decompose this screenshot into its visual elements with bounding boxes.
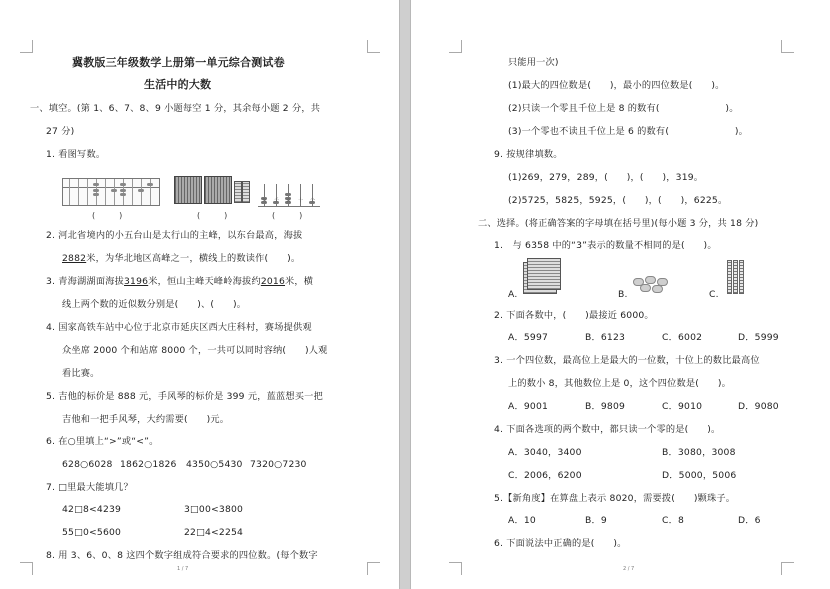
option: C．8 xyxy=(662,515,685,526)
counter-label: 万 xyxy=(262,198,268,204)
q9-part-1: (1)269，279，289，( )，( )，319。 xyxy=(508,172,704,183)
question-4-line-2: 众坐席 2000 个和站席 8000 个，一共可以同时容纳( )人观 xyxy=(62,345,328,356)
option: C．6002 xyxy=(662,332,703,343)
question-6: 6. 在○里填上“>”或“<”。 xyxy=(46,436,159,447)
question-4-line-3: 看比赛。 xyxy=(62,368,100,379)
crop-mark xyxy=(449,40,462,53)
q7-item: 3□00<3800 xyxy=(184,504,244,515)
option: B．6123 xyxy=(585,332,626,343)
question-3-line-2: 线上两个数的近似数分别是( )、( )。 xyxy=(62,299,247,310)
q7-item: 55□0<5600 xyxy=(62,527,122,538)
question-8-line-1: 8. 用 3、6、0、8 这四个数字组成符合要求的四位数。(每个数字 xyxy=(46,550,318,561)
option: C．9010 xyxy=(662,401,703,412)
option: D．5000，5006 xyxy=(662,470,737,481)
document-page-2 xyxy=(411,0,830,589)
choice-question-5: 5.【新角度】在算盘上表示 8020，需要拨( )颗珠子。 xyxy=(494,493,736,504)
underlined-number: 2016 xyxy=(260,276,286,287)
choice-question-3-line-1: 3. 一个四位数，最高位上是最大的一位数，十位上的数比最高位 xyxy=(494,355,760,366)
q8-part-2: (2)只读一个零且千位上是 8 的数有( )。 xyxy=(508,103,739,114)
choice-question-3-line-2: 上的数小 8，其他数位上是 0，这个四位数是( )。 xyxy=(508,378,732,389)
question-7: 7. □里最大能填几？ xyxy=(46,482,133,493)
choice-question-4: 4. 下面各选项的两个数中，都只读一个零的是( )。 xyxy=(494,424,721,435)
question-3-text-a: 3. 青海湖湖面海拔 xyxy=(46,276,124,287)
choice-question-1: 1. 与 6358 中的“3”表示的数量不相同的是( )。 xyxy=(494,240,717,251)
section-heading: 一、填空。(第 1、6、7、8、9 小题每空 1 分，其余每小题 2 分，共 xyxy=(30,103,321,114)
page-title: 冀教版三年级数学上册第一单元综合测试卷 xyxy=(72,56,285,69)
counter-label: 个 xyxy=(310,198,316,204)
q6-item: 628○6028 xyxy=(62,459,113,470)
q6-item: 1862○1826 xyxy=(120,459,177,470)
choice-question-6: 6. 下面说法中正确的是( )。 xyxy=(494,538,627,549)
crop-mark xyxy=(367,562,380,575)
crop-mark xyxy=(20,562,33,575)
section-2-heading: 二、选择。(将正确答案的字母填在括号里)(每小题 3 分，共 18 分) xyxy=(478,218,759,229)
option: C．2006，6200 xyxy=(508,470,582,481)
question-9: 9. 按规律填数。 xyxy=(494,149,563,160)
crop-mark xyxy=(367,40,380,53)
question-2-line-1: 2. 河北省境内的小五台山是太行山的主峰，以东台最高，海拔 xyxy=(46,230,303,241)
question-2-line-2 xyxy=(62,253,300,265)
underlined-number: 2882 xyxy=(62,253,87,264)
q6-item: 4350○5430 xyxy=(186,459,243,470)
q8-part-3: (3)一个零也不读且千位上是 6 的数有( )。 xyxy=(508,126,748,137)
question-3-text-b: 米，恒山主峰天峰岭海拔约 xyxy=(148,276,261,287)
q7-item: 22□4<2254 xyxy=(184,527,244,538)
question-3-line-1 xyxy=(46,276,313,288)
option: A．5997 xyxy=(508,332,549,343)
section-heading-cont: 27 分) xyxy=(46,126,75,137)
option-c-label: C. xyxy=(709,289,719,300)
page-subtitle: 生活中的大数 xyxy=(144,78,212,91)
crop-mark xyxy=(781,562,794,575)
crop-mark xyxy=(449,562,462,575)
q8-cont: 只能用一次) xyxy=(508,57,559,68)
underlined-number: 3196 xyxy=(124,276,149,287)
question-5-line-2: 吉他和一把手风琴，大约需要( )元。 xyxy=(62,414,230,425)
option: B．3080，3008 xyxy=(662,447,736,458)
question-4-line-1: 4. 国家高铁车站中心位于北京市延庆区西大庄科村，赛场提供观 xyxy=(46,322,312,333)
page-number: 2 / 7 xyxy=(623,566,635,572)
question-2-text: 米，为华北地区高峰之一，横线上的数读作( )。 xyxy=(86,253,301,264)
q7-item: 42□8<4239 xyxy=(62,504,122,515)
question-5-line-1: 5. 吉他的标价是 888 元，手风琴的标价是 399 元，蓝蓝想买一把 xyxy=(46,391,323,402)
option: B．9809 xyxy=(585,401,626,412)
crop-mark xyxy=(20,40,33,53)
answer-blank: ( ) xyxy=(272,211,303,220)
document-page-1 xyxy=(0,0,399,589)
counter-label: 百 xyxy=(286,198,292,204)
option: D．9080 xyxy=(738,401,779,412)
counter-label: 千 xyxy=(274,198,280,204)
page-gutter xyxy=(399,0,411,589)
q8-part-1: (1)最大的四位数是( )，最小的四位数是( )。 xyxy=(508,80,725,91)
option: A．10 xyxy=(508,515,536,526)
option: D．6 xyxy=(738,515,761,526)
counter-label: 十 xyxy=(298,198,304,204)
option-b-label: B. xyxy=(618,289,628,300)
option: B．9 xyxy=(585,515,607,526)
answer-blank: ( ) xyxy=(197,211,228,220)
option-a-label: A. xyxy=(508,289,518,300)
answer-blank: ( ) xyxy=(92,211,123,220)
option: A．3040，3400 xyxy=(508,447,582,458)
choice-question-2: 2. 下面各数中，( )最接近 6000。 xyxy=(494,310,654,321)
question-3-text-c: 米，横 xyxy=(285,276,314,287)
q6-item: 7320○7230 xyxy=(250,459,307,470)
abacus-figure xyxy=(62,178,160,206)
option: D．5999 xyxy=(738,332,779,343)
question-1: 1. 看图写数。 xyxy=(46,149,106,160)
crop-mark xyxy=(781,40,794,53)
option: A．9001 xyxy=(508,401,549,412)
q9-part-2: (2)5725，5825，5925，( )，( )，6225。 xyxy=(508,195,728,206)
page-number: 1 / 7 xyxy=(177,566,189,572)
